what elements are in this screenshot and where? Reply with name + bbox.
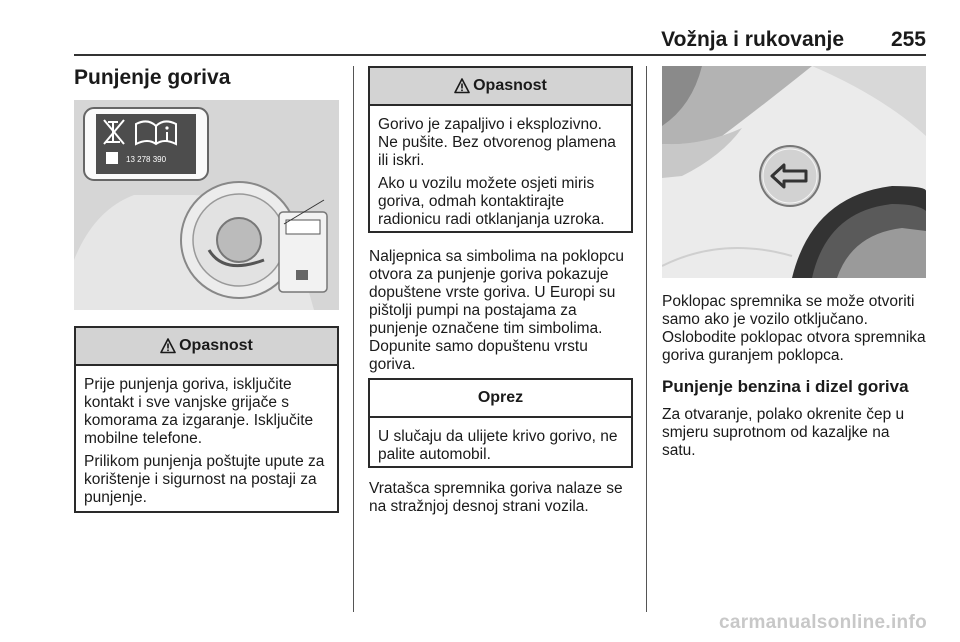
danger-paragraph: Prije punjenja goriva, isključite kontakt i sve vanjske grijače s komorama za izgaranje. Isključite mobilne telefone. bbox=[84, 376, 314, 447]
danger-box-title: Opasnost bbox=[473, 77, 547, 94]
section-title: Punjenje goriva bbox=[74, 66, 231, 89]
caution-paragraph: U slučaju da ulijete krivo gorivo, ne palite automobil. bbox=[378, 428, 618, 463]
column-divider-2 bbox=[646, 66, 647, 612]
figure-label-number: 13 278 390 bbox=[126, 155, 167, 164]
caution-box-body bbox=[370, 418, 631, 477]
danger-box-title: Opasnost bbox=[179, 337, 253, 354]
flap-open-paragraph: Poklopac spremnika se može otvoriti samo ako je vozilo otključano. Oslobodite poklopac otvora spremnika goriva guranjem poklopca. bbox=[662, 293, 926, 364]
page-header bbox=[74, 26, 926, 52]
danger-paragraph: Prilikom punjenja poštujte upute za korištenje i sigurnost na postaji za punjenje. bbox=[84, 453, 325, 506]
fuel-label-paragraph: Naljepnica sa simbolima na poklopcu otvora za punjenje goriva pokazuje dopuštene vrste goriva. U Europi su pištolji pumpi na postajama za punjenje označene tim simbolima. Dopunite samo dopuštenu vrstu goriva. bbox=[369, 248, 625, 373]
warning-icon bbox=[454, 78, 470, 94]
vehicle-rear-illustration bbox=[662, 66, 926, 278]
page-number: 255 bbox=[890, 28, 926, 51]
danger-paragraph: Ako u vozilu možete osjeti miris goriva, odmah kontaktirajte radionicu radi otklanjanja uzroka. bbox=[378, 175, 605, 228]
column-divider-1 bbox=[353, 66, 354, 612]
danger-paragraph: Gorivo je zapaljivo i eksplozivno. Ne pušite. Bez otvorenog plamena ili iskri. bbox=[378, 116, 616, 169]
fuel-flap-figure bbox=[74, 100, 339, 310]
fuel-flap-location-paragraph: Vratašca spremnika goriva nalaze se na stražnjoj desnoj strani vozila. bbox=[369, 480, 623, 515]
caution-box-title: Oprez bbox=[477, 389, 524, 406]
danger-box-left bbox=[74, 326, 339, 513]
danger-box-body bbox=[76, 366, 337, 520]
header-title: Vožnja i rukovanje bbox=[661, 28, 844, 51]
subheading-petrol-diesel: Punjenje benzina i dizel goriva bbox=[662, 377, 909, 396]
watermark: carmanualsonline.info bbox=[719, 612, 927, 633]
danger-box-middle bbox=[368, 66, 633, 233]
caution-box-header bbox=[370, 380, 631, 418]
caution-box bbox=[368, 378, 633, 468]
warning-icon bbox=[160, 338, 176, 354]
danger-box-body bbox=[370, 106, 631, 242]
fuel-flap-illustration bbox=[74, 100, 339, 310]
vehicle-rear-figure bbox=[662, 66, 926, 278]
cap-open-paragraph: Za otvaranje, polako okrenite čep u smjeru suprotnom od kazaljke na satu. bbox=[662, 406, 905, 459]
header-rule bbox=[74, 54, 926, 56]
danger-box-header bbox=[370, 68, 631, 106]
danger-box-header bbox=[76, 328, 337, 366]
